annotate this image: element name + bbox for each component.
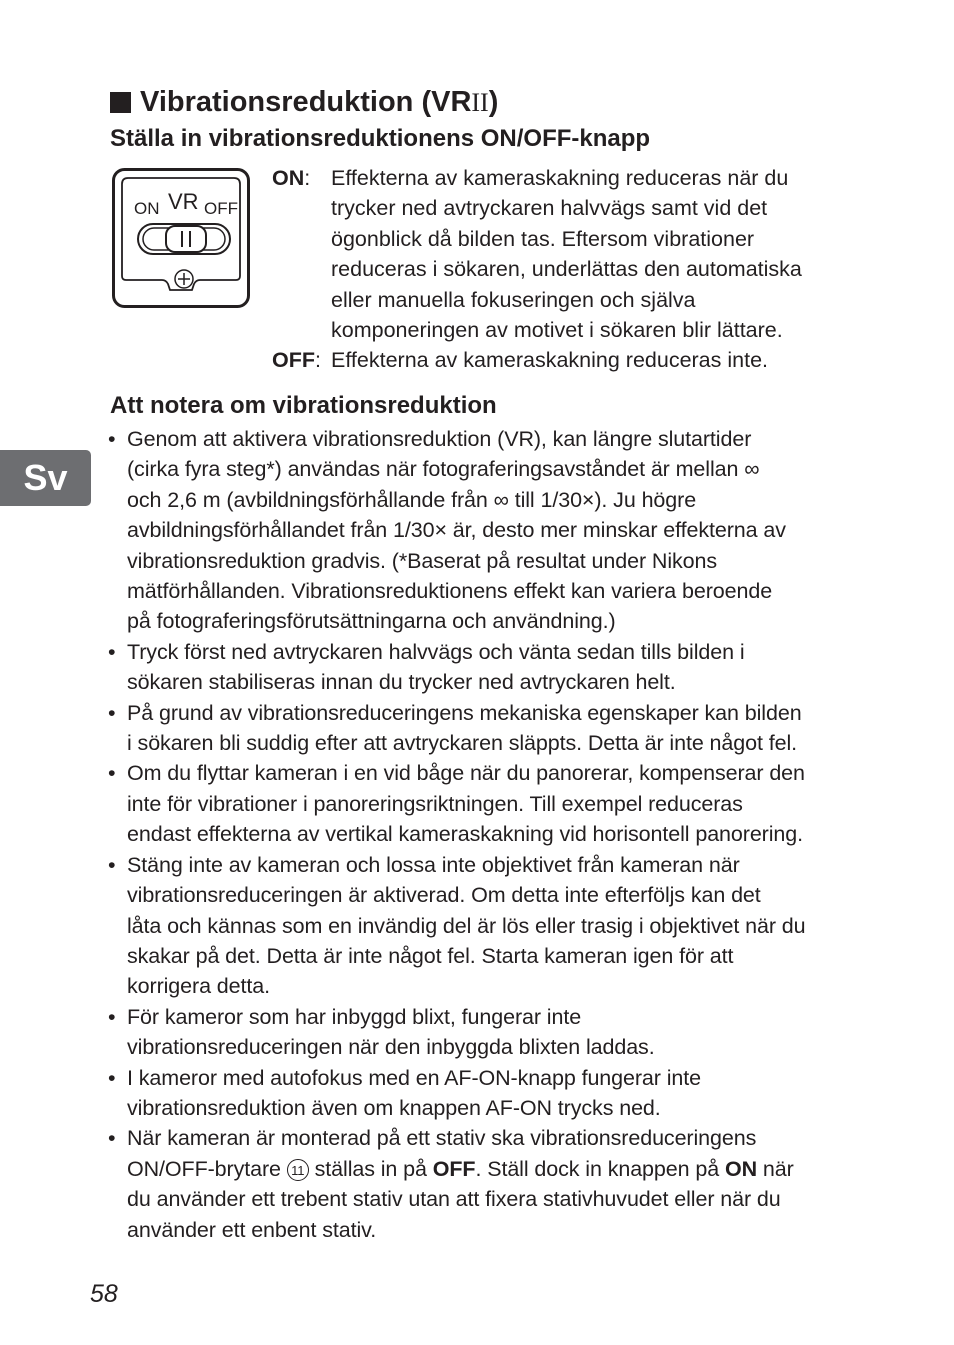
list-item (108, 1002, 853, 1063)
definition-line: ögonblick då bilden tas. Eftersom vibrationer (331, 226, 755, 251)
list-item-line: I kameror med autofokus med en AF-ON-knapp fungerar inte (127, 1065, 701, 1090)
language-tab: Sv (0, 450, 91, 506)
list-item-line: i sökaren bli suddig efter att avtryckaren släppts. Detta är inte något fel. (127, 731, 798, 756)
section-title (110, 84, 498, 121)
definition-line: eller manuella fokuseringen och själva (331, 287, 696, 312)
list-item-line: vibrationsreduktion även om knappen AF-ON trycks ned. (127, 1095, 661, 1120)
list-item-line: endast effekterna av vertikal kameraskakning vid horisontell panorering. (127, 822, 804, 847)
list-item-line: inte för vibrationer i panoreringsriktningen. Till exempel reduceras (127, 791, 743, 816)
list-item (108, 850, 853, 1002)
definition-term-on: ON: (272, 166, 311, 190)
list-item-line: låta och kännas som en invändig del är lös eller trasig i objektivet när du (127, 913, 806, 938)
definition-desc-off (331, 345, 851, 375)
bullet-icon: • (108, 700, 116, 725)
bullet-icon: • (108, 1126, 116, 1151)
off-setting: OFF (432, 1156, 476, 1181)
list-item-line: skakar på det. Detta är inte något fel. Starta kameran igen för att (127, 943, 734, 968)
list-item-line: ON/OFF-brytare 11 ställas in på OFF. Ställ dock in knappen på ON när (127, 1156, 794, 1181)
notes-heading: Att notera om vibrationsreduktion (110, 392, 497, 419)
switch-label-off: OFF (204, 199, 238, 218)
vr-switch-illustration (112, 168, 250, 308)
page-number: 58 (90, 1280, 118, 1308)
list-item-line: på fotograferingsförutsättningarna och användning.) (127, 609, 616, 634)
list-item-line: använder ett enbent stativ. (127, 1217, 377, 1242)
bullet-icon: • (108, 1004, 116, 1029)
list-item-line: Stäng inte av kameran och lossa inte objektivet från kameran när (127, 852, 740, 877)
bullet-icon: • (108, 639, 116, 664)
bullet-icon: • (108, 761, 116, 786)
section-marker-icon (110, 92, 131, 113)
section-title-roman: II (471, 88, 489, 117)
list-item-line: mätförhållanden. Vibrationsreduktionens effekt kan variera beroende (127, 579, 773, 604)
list-item-line: När kameran är monterad på ett stativ ska vibrationsreduceringens (127, 1126, 757, 1151)
switch-label-on: ON (134, 199, 160, 218)
bullet-icon: • (108, 1065, 116, 1090)
list-item-line: vibrationsreduceringen är aktiverad. Om detta inte efterföljs kan det (127, 883, 761, 908)
list-item-line: och 2,6 m (avbildningsförhållande från ∞ till 1/30×). Ju högre (127, 487, 697, 512)
definition-line: Effekterna av kameraskakning reduceras inte. (331, 348, 769, 372)
list-item (108, 637, 853, 698)
list-item-line: vibrationsreduceringen när den inbyggda blixten laddas. (127, 1035, 655, 1060)
definition-desc-on (331, 163, 851, 345)
circled-number-icon: 11 (287, 1159, 309, 1181)
list-item (108, 698, 853, 759)
definition-line: reduceras i sökaren, underlättas den automatiska (331, 257, 802, 282)
list-item (108, 1063, 853, 1124)
list-item-line: På grund av vibrationsreduceringens mekaniska egenskaper kan bilden (127, 700, 802, 725)
list-item (108, 1123, 853, 1245)
definition-line: komponeringen av motivet i sökaren blir lättare. (331, 318, 783, 343)
list-item-line: (cirka fyra steg*) användas när fotograferingsavståndet är mellan ∞ (127, 457, 760, 482)
list-item (108, 758, 853, 849)
switch-label-vr: VR (168, 189, 199, 214)
bullet-icon: • (108, 852, 116, 877)
list-item-line: sökaren stabiliseras innan du trycker ned avtryckaren helt. (127, 670, 676, 695)
list-item-line: avbildningsförhållandet från 1/30× är, desto mer minskar effekterna av (127, 518, 786, 543)
section-title-text: Vibrationsreduktion (VR (140, 86, 472, 118)
list-item-line: Tryck först ned avtryckaren halvvägs och vänta sedan tills bilden i (127, 639, 745, 664)
list-item (108, 424, 853, 637)
on-setting: ON (724, 1156, 758, 1181)
list-item-line: vibrationsreduktion gradvis. (*Baserat på resultat under Nikons (127, 548, 718, 573)
vr-switch-icon (112, 168, 250, 308)
list-item-line: korrigera detta. (127, 974, 271, 999)
definition-on (272, 163, 852, 345)
definition-term-off: OFF: (272, 348, 321, 372)
bullet-icon: • (108, 427, 116, 451)
list-item-line: Om du flyttar kameran i en vid båge när du panorerar, kompenserar den (127, 761, 805, 786)
definition-line: trycker ned avtryckaren halvvägs samt vid det (331, 196, 768, 221)
switch-heading: Ställa in vibrationsreduktionens ON/OFF-knapp (110, 125, 651, 152)
list-item-line: Genom att aktivera vibrationsreduktion (VR), kan längre slutartider (127, 427, 752, 451)
section-title-close: ) (488, 86, 499, 118)
definition-line: Effekterna av kameraskakning reduceras när du (331, 166, 789, 190)
list-item-line: För kameror som har inbyggd blixt, fungerar inte (127, 1004, 582, 1029)
definition-off (272, 345, 852, 376)
switch-definitions (272, 163, 852, 376)
notes-list (108, 424, 853, 1245)
list-item-line: du använder ett trebent stativ utan att fixera stativhuvudet eller när du (127, 1187, 781, 1212)
